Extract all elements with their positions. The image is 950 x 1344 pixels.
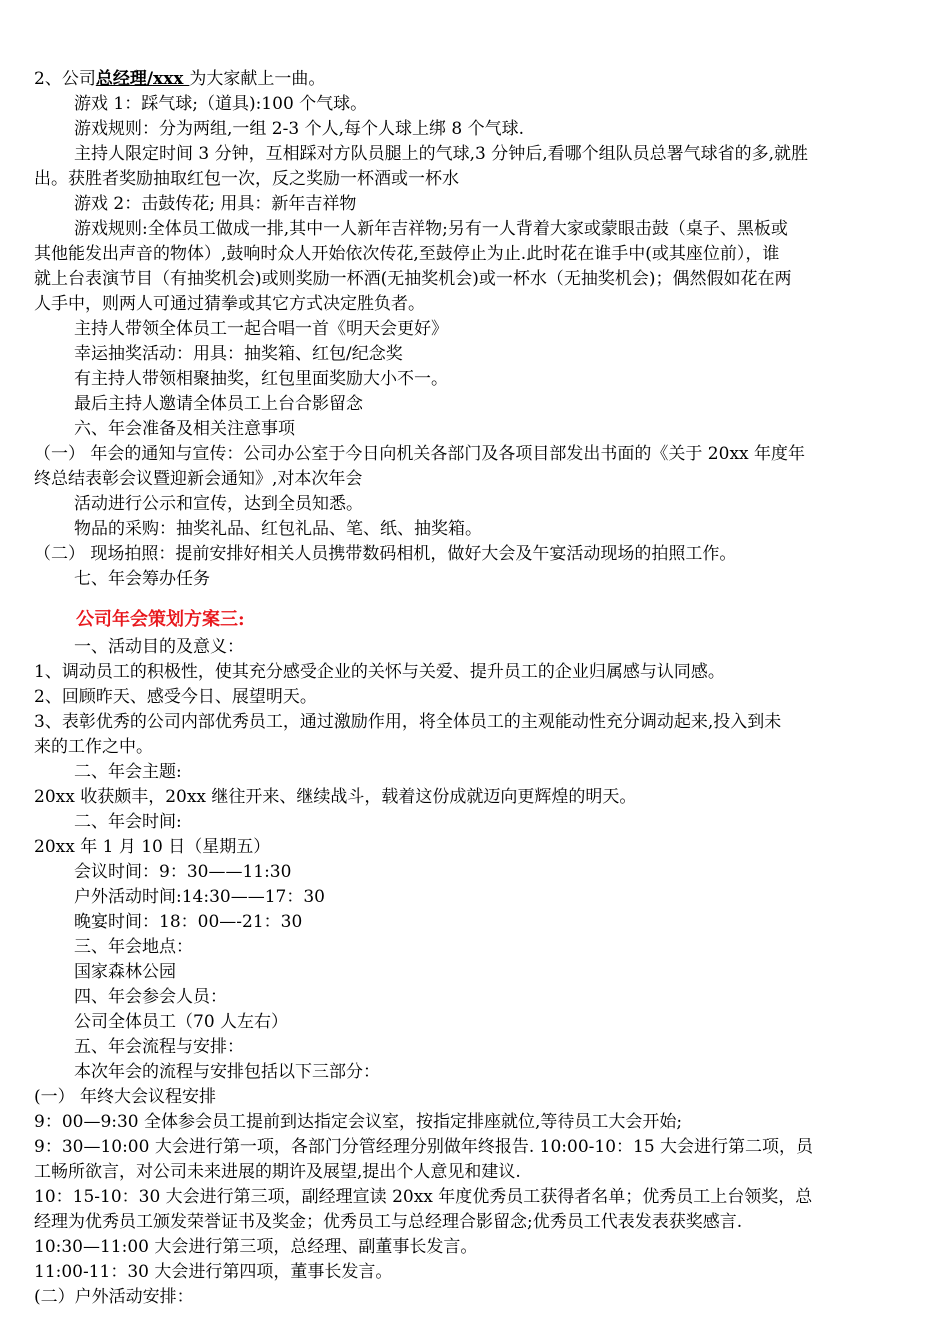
section-heading: 二、年会主题: [74, 762, 182, 782]
text-span: 2、公司 [34, 69, 96, 89]
section-heading: 一、活动目的及意义： [74, 637, 244, 657]
section-heading: 七、年会筹办任务 [74, 569, 210, 589]
text-line: 本次年会的流程与安排包括以下三部分： [74, 1062, 380, 1082]
text-line: 20xx 年 1 月 10 日（星期五） [34, 837, 271, 857]
text-line: 来的工作之中。 [34, 737, 153, 757]
text-line: 出。获胜者奖励抽取红包一次，反之奖励一杯酒或一杯水 [34, 169, 459, 189]
text-line: (一） 年终大会议程安排 [34, 1087, 217, 1107]
text-line: （一） 年会的通知与宣传：公司办公室于今日向机关各部门及各项目部发出书面的《关于 20xx 年度年 [34, 444, 806, 464]
section-heading: 三、年会地点： [74, 937, 193, 957]
text-line: 游戏规则：分为两组,一组 2-3 个人,每个人球上绑 8 个气球. [74, 119, 525, 139]
text-line: 工畅所欲言，对公司未来进展的期许及展望,提出个人意见和建议. [34, 1162, 521, 1182]
text-line: 游戏 2：击鼓传花; 用具：新年吉祥物 [74, 194, 357, 214]
section-heading: 六、年会准备及相关注意事项 [74, 419, 295, 439]
text-line: 9：30—10:00 大会进行第一项，各部门分管经理分别做年终报告. 10:00-10：15 大会进行第二项，员 [34, 1137, 814, 1157]
text-line: 10:30—11:00 大会进行第三项，总经理、副董事长发言。 [34, 1237, 478, 1257]
text-line: 公司全体员工（70 人左右） [74, 1012, 289, 1032]
text-line: 活动进行公示和宣传，达到全员知悉。 [74, 494, 363, 514]
text-line: 经理为优秀员工颁发荣誉证书及奖金；优秀员工与总经理合影留念;优秀员工代表发表获奖感言. [34, 1212, 743, 1232]
text-line: 有主持人带领相聚抽奖，红包里面奖励大小不一。 [74, 369, 448, 389]
section-heading: 四、年会参会人员： [74, 987, 227, 1007]
underlined-name: 总经理/xxx [95, 69, 190, 89]
text-line: 游戏 1：踩气球;（道具):100 个气球。 [74, 94, 368, 114]
plan-title: 公司年会策划方案三: [76, 609, 245, 630]
text-line: 就上台表演节目（有抽奖机会)或则奖励一杯酒(无抽奖机会)或一杯水（无抽奖机会)；偶然假如花在两 [34, 269, 792, 289]
text-line: 9：00—9:30 全体参会员工提前到达指定会议室，按指定排座就位,等待员工大会开始; [34, 1112, 683, 1132]
text-line: 国家森林公园 [74, 962, 176, 982]
text-line: （二） 现场拍照：提前安排好相关人员携带数码相机，做好大会及午宴活动现场的拍照工作。 [34, 544, 737, 564]
text-line: 晚宴时间：18：00—-21：30 [74, 912, 303, 932]
text-line: 20xx 收获颇丰，20xx 继往开来、继续战斗，载着这份成就迈向更辉煌的明天。 [34, 787, 637, 807]
text-line: 2、回顾昨天、感受今日、展望明天。 [34, 687, 317, 707]
text-line: 主持人限定时间 3 分钟，互相踩对方队员腿上的气球,3 分钟后,看哪个组队员总署气球省的多,就胜 [74, 144, 809, 164]
section-heading: 二、年会时间: [74, 812, 182, 832]
text-line: 终总结表彰会议暨迎新会通知》,对本次年会 [34, 469, 363, 489]
text-line: 其他能发出声音的物体）,鼓响时众人开始依次传花,至鼓停止为止.此时花在谁手中(或其座位前），谁 [34, 244, 780, 264]
text-line: 物品的采购：抽奖礼品、红包礼品、笔、纸、抽奖箱。 [74, 519, 482, 539]
text-line: 3、表彰优秀的公司内部优秀员工，通过激励作用，将全体员工的主观能动性充分调动起来,投入到未 [34, 712, 782, 732]
text-line: 会议时间：9：30——11:30 [74, 862, 292, 882]
text-line [34, 67, 914, 92]
text-line: 游戏规则:全体员工做成一排,其中一人新年吉祥物;另有一人背着大家或蒙眼击鼓（桌子、黑板或 [74, 219, 788, 239]
text-span: 为大家献上一曲。 [189, 69, 326, 89]
text-line: 人手中，则两人可通过猜拳或其它方式决定胜负者。 [34, 294, 425, 314]
text-line: 最后主持人邀请全体员工上台合影留念 [74, 394, 363, 414]
text-line: 1、调动员工的积极性，使其充分感受企业的关怀与关爱、提升员工的企业归属感与认同感。 [34, 662, 725, 682]
text-line: 11:00-11：30 大会进行第四项，董事长发言。 [34, 1262, 393, 1282]
text-line: 幸运抽奖活动：用具：抽奖箱、红包/纪念奖 [74, 344, 403, 364]
text-line: 户外活动时间:14:30——17：30 [74, 887, 325, 907]
text-line: 主持人带领全体员工一起合唱一首《明天会更好》 [74, 319, 448, 339]
text-line: (二）户外活动安排： [34, 1287, 194, 1307]
section-heading: 五、年会流程与安排： [74, 1037, 244, 1057]
text-line: 10：15-10：30 大会进行第三项，副经理宣读 20xx 年度优秀员工获得者名单；优秀员工上台领奖，总 [34, 1187, 813, 1207]
